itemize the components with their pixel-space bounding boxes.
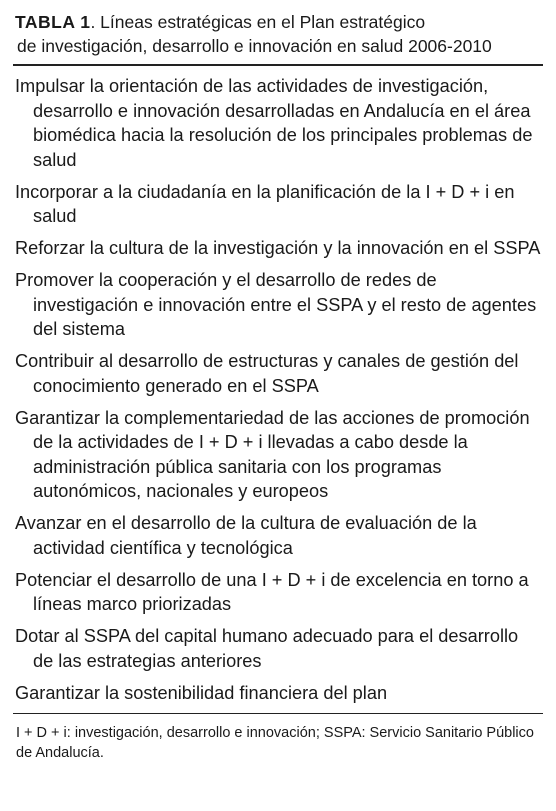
strategic-line: Potenciar el desarrollo de una I + D + i de excelencia en torno a líneas marco priorizadas (15, 569, 529, 614)
strategic-line: Reforzar la cultura de la investigación y la innovación en el SSPA (15, 238, 541, 258)
strategic-line: Garantizar la complementariedad de las acciones de promoción de la actividades de I + D + i llevadas a cabo desde la administración pública sanitaria con los programas autonómicos, nacionales y europeos (15, 407, 530, 501)
strategic-line: Avanzar en el desarrollo de la cultura de evaluación de la actividad científica y tecnológica (15, 513, 477, 558)
table-footnote: I + D + i: investigación, desarrollo e innovación; SSPA: Servicio Sanitario Público de Andalucía. (16, 725, 534, 761)
strategic-lines-list (13, 66, 543, 713)
strategic-line: Promover la cooperación y el desarrollo de redes de investigación e innovación entre el SSPA y el resto de agentes del sistema (15, 270, 537, 339)
strategic-lines-table (13, 0, 543, 763)
table-title-line2: de investigación, desarrollo e innovación en salud 2006-2010 (17, 36, 492, 56)
strategic-line: Dotar al SSPA del capital humano adecuado para el desarrollo de las estrategias anteriores (15, 626, 519, 671)
strategic-line: Incorporar a la ciudadanía en la planificación de la I + D + i en salud (15, 181, 515, 226)
strategic-line: Impulsar la orientación de las actividades de investigación, desarrollo e innovación desarrolladas en Andalucía en el área biomédica hacia la resolución de los principales problemas de salud (15, 76, 533, 170)
table-number: TABLA 1 (15, 12, 91, 32)
strategic-line: Garantizar la sostenibilidad financiera del plan (15, 682, 388, 703)
strategic-line: Contribuir al desarrollo de estructuras y canales de gestión del conocimiento generado en el SSPA (15, 351, 519, 396)
table-caption (13, 10, 543, 58)
table-title-line1: . Líneas estratégicas en el Plan estratégico (90, 12, 426, 32)
